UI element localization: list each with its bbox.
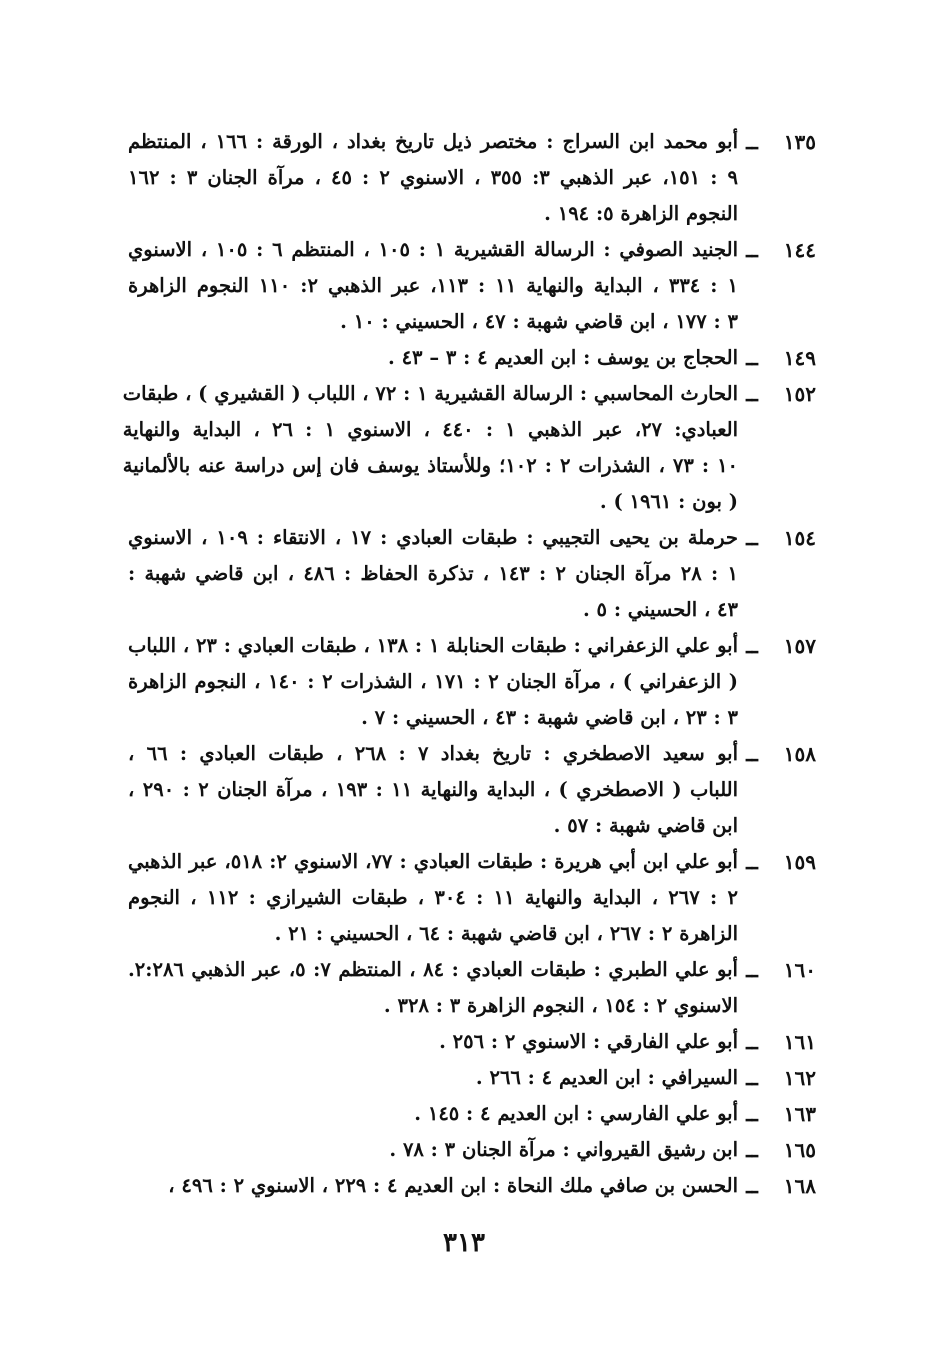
entry-line: أبو سعيد الاصطخري : تاريخ بغداد ٧ : ٢٦٨ ، طبقات العبادي : ٦٦ ، — [128, 742, 738, 765]
entry-dash: ــ — [746, 382, 758, 406]
entry-dash: ــ — [746, 1102, 758, 1126]
entry-dash: ــ — [746, 958, 758, 982]
entry-line: ابن قاضي شهبة : ٥٧ . — [553, 814, 738, 837]
index-entry — [128, 340, 816, 376]
entry-line: ١ : ٣٣٤ ، البداية والنهاية ١١ : ١١٣، عبر الذهبي ٢: ١١٠ النجوم الزاهرة — [128, 274, 738, 297]
entry-dash: ــ — [746, 1138, 758, 1162]
entry-dash: ــ — [746, 850, 758, 874]
entry-number: ١٦٢ — [783, 1066, 816, 1090]
entry-line: أبو محمد ابن السراج : مختصر ذيل تاريخ بغداد ، الورقة : ١٦٦ ، المنتظم — [128, 130, 738, 153]
entry-text — [128, 952, 738, 1024]
entry-line: ابن رشيق القيرواني : مرآة الجنان ٣ : ٧٨ . — [389, 1138, 738, 1161]
entry-line: ١ : ٢٨ مرآة الجنان ٢ : ١٤٣ ، تذكرة الحفاظ : ٤٨٦ ، ابن قاضي شهبة : — [128, 562, 738, 585]
entry-text — [128, 1168, 738, 1204]
entry-number: ١٤٩ — [783, 346, 816, 370]
entry-text — [128, 1060, 738, 1096]
entry-number: ١٥٢ — [783, 382, 816, 406]
index-entry — [122, 376, 816, 520]
entry-line: أبو علي الزعفراني : طبقات الحنابلة ١ : ١٣٨ ، طبقات العبادي : ٢٣ ، اللباب — [128, 634, 738, 657]
entry-line: الجنيد الصوفي : الرسالة القشيرية ١ : ١٠٥ ، المنتظم ٦ : ١٠٥ ، الاسنوي — [128, 238, 738, 261]
entry-text — [128, 1096, 738, 1132]
entry-text — [128, 628, 738, 736]
entry-line: الزاهرة ٢ : ٢٦٧ ، ابن قاضي شهبة : ٦٤ ، الحسيني : ٢١ . — [274, 922, 738, 945]
entry-dash: ــ — [746, 130, 758, 154]
entry-line: الاسنوي ٢ : ١٥٤ ، النجوم الزاهرة ٣ : ٣٢٨ . — [383, 994, 738, 1017]
index-entry — [128, 1024, 816, 1060]
entry-line: ٢ : ٢٦٧ ، البداية والنهاية ١١ : ٣٠٤ ، طبقات الشيرازي : ١١٢ ، النجوم — [128, 886, 738, 909]
entry-line: ٤٣ ، الحسيني : ٥ . — [582, 598, 738, 621]
entry-number: ١٦٥ — [783, 1138, 816, 1162]
entry-dash: ــ — [746, 1066, 758, 1090]
entry-dash: ــ — [746, 238, 758, 262]
index-entry — [128, 844, 816, 952]
entry-number: ١٦٨ — [783, 1174, 816, 1198]
entry-text — [128, 844, 738, 952]
index-entry — [128, 736, 816, 844]
index-entry — [128, 1132, 816, 1168]
entry-text — [128, 232, 738, 340]
entry-dash: ــ — [746, 1174, 758, 1198]
index-entry — [128, 1096, 816, 1132]
entry-number: ١٥٩ — [783, 850, 816, 874]
entry-text — [128, 124, 738, 232]
page-number: ٣١٣ — [443, 1228, 485, 1258]
entry-dash: ــ — [746, 526, 758, 550]
index-entries — [122, 124, 816, 1204]
index-entry — [128, 520, 816, 628]
entry-number: ١٣٥ — [783, 130, 816, 154]
entry-line: حرملة بن يحيى التجيبي : طبقات العبادي : ١٧ ، الانتقاء : ١٠٩ ، الاسنوي — [128, 526, 738, 549]
index-entry — [128, 232, 816, 340]
index-entry — [128, 1168, 816, 1204]
entry-line: النجوم الزاهرة ٥: ١٩٤ . — [544, 202, 738, 225]
entry-dash: ــ — [746, 742, 758, 766]
entry-text — [123, 376, 738, 520]
entry-line: أبو علي ابن أبي هريرة : طبقات العبادي : ٧٧، الاسنوي ٢: ٥١٨، عبر الذهبي — [128, 850, 738, 873]
entry-dash: ــ — [746, 1030, 758, 1054]
entry-text — [128, 520, 738, 628]
entry-line: السيرافي : ابن العديم ٤ : ٢٦٦ . — [475, 1066, 738, 1089]
index-entry — [128, 1060, 816, 1096]
entry-line: العبادي: ٢٧، عبر الذهبي ١ : ٤٤٠ ، الاسنوي ١ : ٢٦ ، البداية والنهاية — [122, 418, 738, 441]
entry-line: أبو علي الفارسي : ابن العديم ٤ : ١٤٥ . — [414, 1102, 738, 1125]
entry-text — [128, 340, 738, 376]
entry-line: الحجاج بن يوسف : ابن العديم ٤ : ٣ – ٤٣ . — [388, 346, 738, 369]
entry-line: ( بون : ١٩٦١ ) . — [599, 490, 738, 513]
entry-dash: ــ — [746, 634, 758, 658]
entry-number: ١٦٠ — [783, 958, 816, 982]
entry-text — [128, 1132, 738, 1168]
entry-number: ١٥٤ — [783, 526, 816, 550]
entry-line: ٣ : ١٧٧ ، ابن قاضي شهبة : ٤٧ ، الحسيني : ١٠ . — [340, 310, 738, 333]
entry-line: ٩ : ١٥١، عبر الذهبي ٣: ٣٥٥ ، الاسنوي ٢ : ٤٥ ، مرآة الجنان ٣ : ١٦٢ — [128, 166, 738, 189]
entry-line: ١٠ : ٧٣ ، الشذرات ٢ : ١٠٢؛ وللأستاذ يوسف فان إس دراسة عنه بالألمانية — [122, 454, 738, 477]
entry-number: ١٤٤ — [783, 238, 816, 262]
index-entry — [128, 628, 816, 736]
entry-line: أبو علي الفارقي : الاسنوي ٢ : ٢٥٦ . — [439, 1030, 738, 1053]
entry-number: ١٥٧ — [783, 634, 816, 658]
entry-text — [128, 1024, 738, 1060]
entry-line: ( الزعفراني ) ، مرآة الجنان ٢ : ١٧١ ، الشذرات ٢ : ١٤٠ ، النجوم الزاهرة — [128, 670, 738, 693]
index-entry — [128, 124, 816, 232]
entry-number: ١٦١ — [783, 1030, 816, 1054]
index-entry — [128, 952, 816, 1024]
entry-number: ١٥٨ — [783, 742, 816, 766]
entry-line: اللباب ( الاصطخري ) ، البداية والنهاية ١١ : ١٩٣ ، مرآة الجنان ٢ : ٢٩٠ ، — [128, 778, 738, 801]
entry-number: ١٦٣ — [783, 1102, 816, 1126]
entry-line: الحارث المحاسبي : الرسالة القشيرية ١ : ٧٢ ، اللباب ( القشيري ) ، طبقات — [122, 382, 738, 405]
entry-dash: ــ — [746, 346, 758, 370]
entry-line: ٣ : ٢٣ ، ابن قاضي شهبة : ٤٣ ، الحسيني : ٧ . — [361, 706, 738, 729]
entry-line: الحسن بن صافي ملك النحاة : ابن العديم ٤ : ٢٢٩ ، الاسنوي ٢ : ٤٩٦ ، — [168, 1174, 738, 1197]
entry-line: أبو علي الطبري : طبقات العبادي : ٨٤ ، المنتظم ٧: ٥، عبر الذهبي ٢:٢٨٦. — [128, 958, 738, 981]
entry-text — [128, 736, 738, 844]
